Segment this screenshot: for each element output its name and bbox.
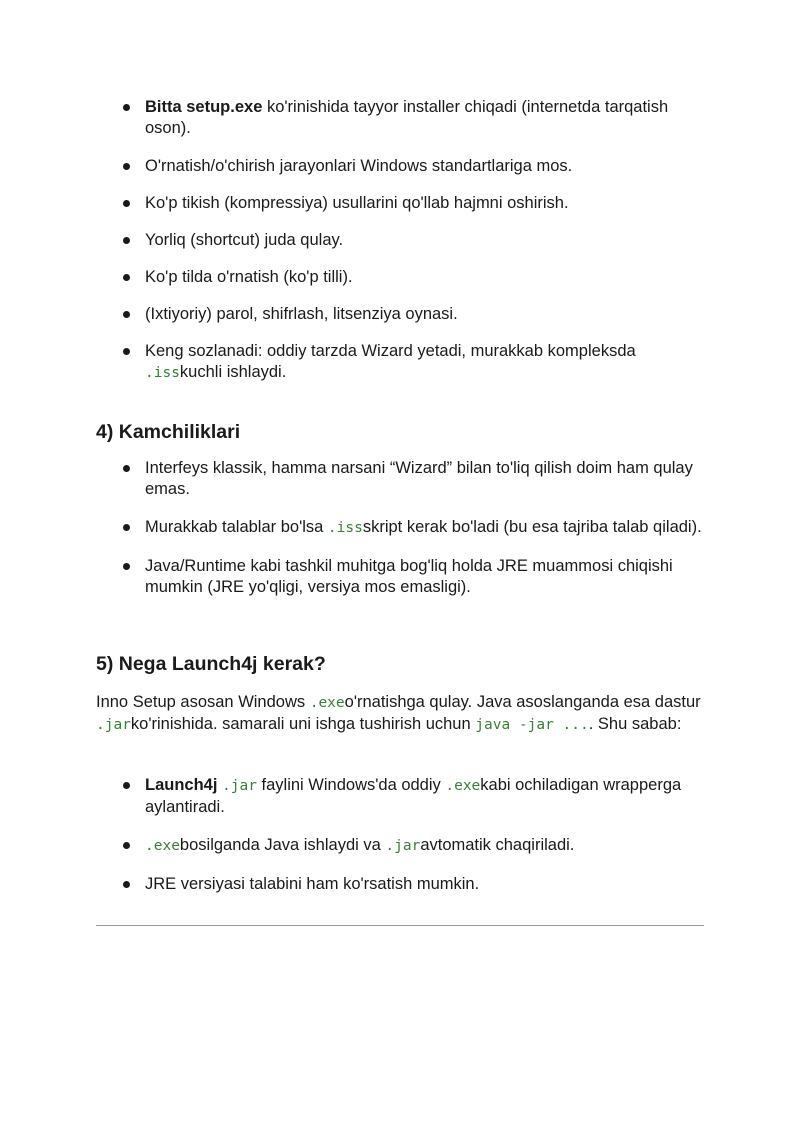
code-exe: .exe [445, 778, 481, 794]
horizontal-rule [96, 925, 704, 926]
item-tail: kuchli ishlaydi. [179, 363, 287, 381]
list-item [0, 556, 800, 598]
para-text: . Shu sabab: [588, 715, 682, 733]
code-exe: .exe [309, 695, 345, 711]
list-item [0, 835, 800, 857]
list-item [0, 97, 800, 139]
item-text: O'rnatish/o'chirish jarayonlari Windows standartlariga mos. [145, 157, 573, 175]
list-item [0, 230, 800, 251]
item-text: Yorliq (shortcut) juda qulay. [145, 231, 344, 249]
list-item [0, 341, 800, 384]
code-exe: .exe [145, 838, 180, 854]
item-bold: Launch4j [145, 776, 218, 794]
item-tail: skript kerak bo'ladi (bu esa tajriba talab qiladi). [362, 518, 702, 536]
intro-paragraph [96, 692, 706, 736]
item-text: Interfeys klassik, hamma narsani “Wizard” bilan to'liq qilish doim ham qulay emas. [145, 459, 693, 498]
item-text: bosilganda Java ishlaydi va [179, 836, 386, 854]
item-text: Keng sozlanadi: oddiy tarzda Wizard yetadi, murakkab kompleksda [145, 342, 636, 360]
list-item [0, 304, 800, 325]
code-iss: .iss [145, 365, 180, 381]
item-text: Ko'p tikish (kompressiya) usullarini qo'llab hajmni oshirish. [145, 194, 569, 212]
launch4j-list [0, 775, 800, 895]
code-jar: .jar [222, 778, 257, 794]
code-iss: .iss [327, 520, 363, 536]
para-text: ko'rinishida. samarali uni ishga tushirish uchun [130, 715, 476, 733]
para-text: o'rnatishga qulay. Java asoslanganda esa dastur [344, 693, 701, 711]
item-text: kabi ochiladigan wrapperga aylantiradi. [145, 776, 682, 816]
list-item [0, 458, 800, 500]
code-java-jar: java -jar ... [475, 717, 589, 733]
item-text: Java/Runtime kabi tashkil muhitga bog'liq holda JRE muammosi chiqishi mumkin (JRE yo'qligi, versiya mos emasligi). [145, 557, 673, 596]
code-jar: .jar [385, 838, 421, 854]
list-item [0, 517, 800, 539]
list-item [0, 874, 800, 895]
item-text: avtomatik chaqiriladi. [420, 836, 575, 854]
para-text: Inno Setup asosan Windows [96, 693, 310, 711]
code-jar: .jar [96, 717, 131, 733]
drawbacks-list [0, 458, 800, 598]
section-heading-4: 4) Kamchiliklari [96, 421, 241, 443]
list-item [0, 193, 800, 214]
section-heading-5: 5) Nega Launch4j kerak? [96, 653, 326, 675]
item-text: JRE versiyasi talabini ham ko'rsatish mumkin. [145, 875, 480, 893]
item-text: ko'rinishida tayyor installer chiqadi (internetda tarqatish oson). [145, 98, 669, 137]
item-text: faylini Windows'da oddiy [256, 776, 446, 794]
list-item [0, 775, 800, 818]
item-text: (Ixtiyoriy) parol, shifrlash, litsenziya oynasi. [145, 305, 458, 323]
list-item [0, 267, 800, 288]
features-list [0, 97, 800, 384]
list-item [0, 156, 800, 177]
item-text: Ko'p tilda o'rnatish (ko'p tilli). [145, 268, 353, 286]
item-text: Murakkab talablar bo'lsa [145, 518, 328, 536]
item-bold: Bitta setup.exe [145, 98, 263, 116]
